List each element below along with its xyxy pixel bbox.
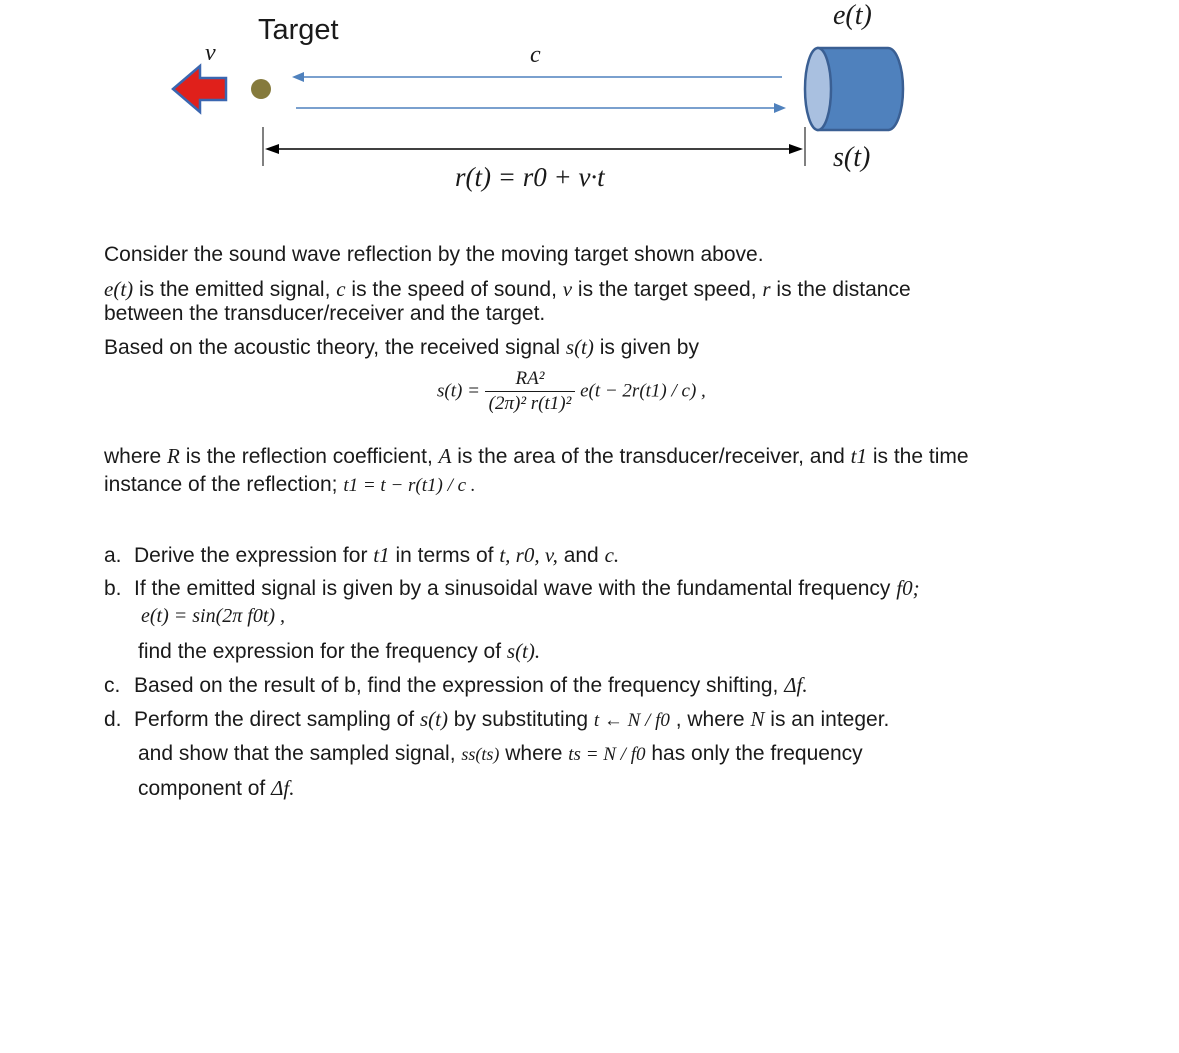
received-signal-equation: s(t) = $\frac{\text{RA²}}{\text{(2π)² r(t1)²}}$ e(t − 2r(t1) / c) , (437, 368, 706, 414)
theory-line: Based on the acoustic theory, the received signal s(t) is given by (104, 335, 699, 359)
question-d-line-2: and show that the sampled signal, ss(ts) where ts = N / f0 has only the frequency (138, 742, 863, 765)
reflection-instance-line: instance of the reflection; t1 = t − r(t1) / c . (104, 473, 476, 496)
reflected-wave-arrow (292, 72, 782, 82)
emitted-wave-arrow (296, 103, 786, 113)
question-d-line-3: component of Δf. (138, 776, 295, 800)
sound-speed-label: c (530, 42, 541, 68)
received-signal-label: s(t) (833, 142, 871, 173)
equation-denominator: (2π)² r(t1)² (488, 393, 572, 414)
definition-line-2: between the transducer/receiver and the target. (104, 302, 546, 325)
question-b: b. If the emitted signal is given by a sinusoidal wave with the fundamental frequency f0; (104, 576, 920, 600)
distance-formula: r(t) = r0 + v·t (455, 162, 605, 192)
intro-sentence: Consider the sound wave reflection by the moving target shown above. (104, 243, 764, 266)
coefficient-line: where R is the reflection coefficient, A is the area of the transducer/receiver, and t1 is the time (104, 444, 969, 468)
velocity-arrow-icon (173, 66, 226, 112)
question-b-task: find the expression for the frequency of s(t). (138, 639, 541, 663)
velocity-label: v (205, 40, 216, 66)
question-d: d. Perform the direct sampling of s(t) by substituting t ← N / f0 , where N is an integer. (104, 707, 890, 731)
definition-line: e(t) is the emitted signal, c is the speed of sound, v is the target speed, r is the distance (104, 277, 911, 301)
target-label: Target (258, 14, 339, 46)
target-dot (251, 79, 271, 99)
emitted-signal-label: e(t) (833, 0, 872, 31)
question-b-equation: e(t) = sin(2π f0t) , (141, 605, 286, 627)
transducer-icon (805, 48, 903, 130)
question-a: a. Derive the expression for t1 in terms of t, r0, v, and c. (104, 543, 620, 567)
question-c: c. Based on the result of b, find the expression of the frequency shifting, Δf. (104, 673, 808, 697)
distance-line (263, 127, 805, 166)
equation-numerator: RA² (485, 368, 576, 392)
